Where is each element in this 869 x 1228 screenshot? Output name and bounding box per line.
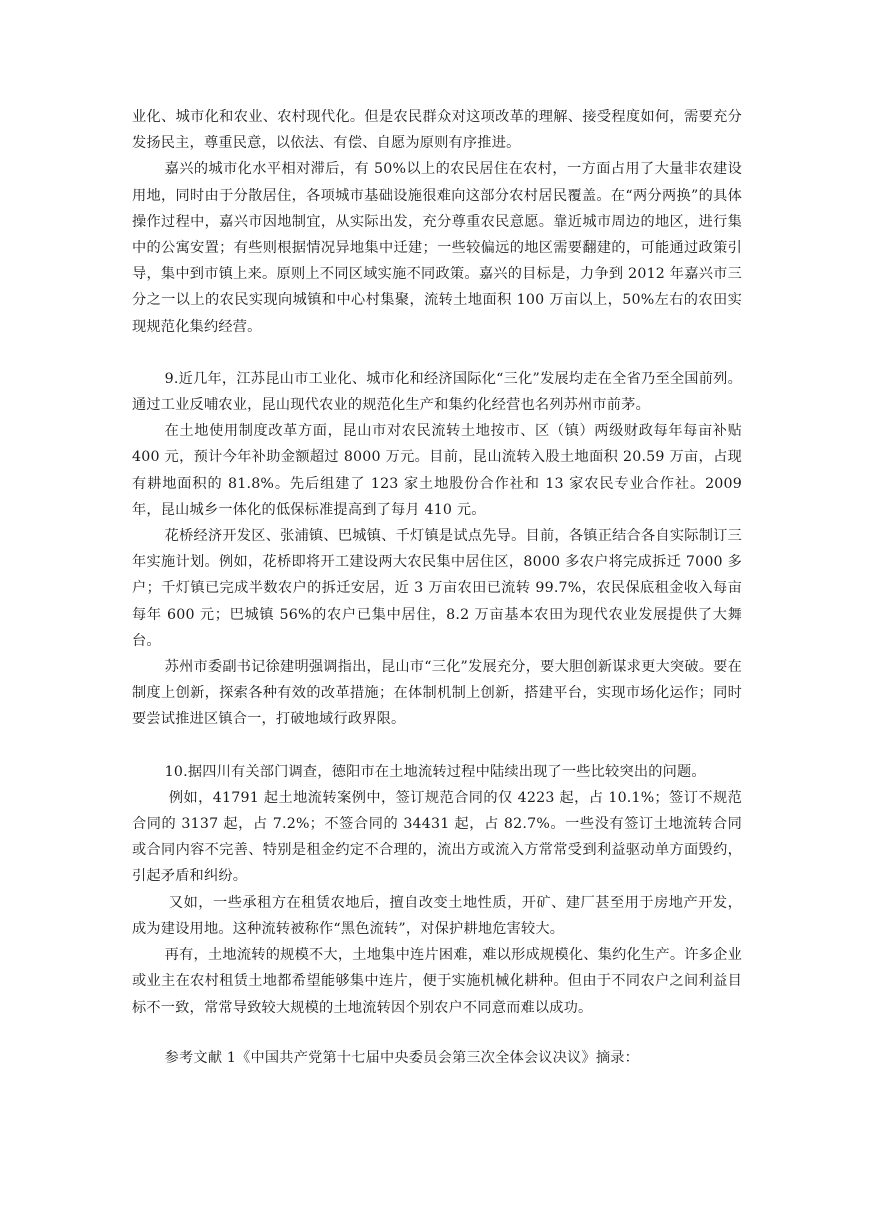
paragraph-jiaxing: 嘉兴的城市化水平相对滞后，有 50%以上的农民居住在农村，一方面占用了大量非农建设用地，同时由于分散居住，各项城市基础设施很难向这部分农村居民覆盖。在“两分两换”的具体操作过程中，嘉兴市因地制宜，从实际出发，充分尊重农民意愿。靠近城市周边的地区，进行集中的公寓安置；有些则根据情况异地集中迁建；一些较偏远的地区需要翻建的，可能通过政策引导，集中到市镇上来。原则上不同区域实施不同政策。嘉兴的目标是，力争到 2012 年嘉兴市三分之一以上的农民实现向城镇和中心村集聚，流转土地面积 100 万亩以上，50%左右的农田实现规范化集约经营。 [132, 161, 742, 335]
paragraph-suzhou-remarks: 苏州市委副书记徐建明强调指出，昆山市“三化”发展充分，要大胆创新谋求更大突破。要在制度上创新，探索各种有效的改革措施；在体制机制上创新，搭建平台，实现市场化运作；同时要尝试推进区镇合一，打破地域行政界限。 [132, 659, 742, 728]
paragraph-scale-issue: 再有，土地流转的规模不大，土地集中连片困难，难以形成规模化、集约化生产。许多企业或业主在农村租赁土地都希望能够集中连片，便于实施机械化耕种。但由于不同农户之间利益目标不一致，常常导致较大规模的土地流转因个别农户不同意而难以成功。 [132, 947, 742, 1016]
paragraph-item-10: 10.据四川有关部门调查，德阳市在土地流转过程中陆续出现了一些比较突出的问题。 [164, 763, 706, 780]
paragraph-reference: 参考文献 1《中国共产党第十七届中央委员会第三次全体会议决议》摘录： [164, 1049, 639, 1066]
paragraph-black-transfer: 又如，一些承租方在租赁农地后，擅自改变土地性质，开矿、建厂甚至用于房地产开发，成为建设用地。这种流转被称作“黑色流转”，对保护耕地危害较大。 [132, 894, 742, 937]
paragraph-kunshan-land-reform: 在土地使用制度改革方面，昆山市对农民流转土地按市、区（镇）两级财政每年每亩补贴 400 元，预计今年补助金额超过 8000 万元。目前，昆山流转入股土地面积 20.59 万亩，占现有耕地面积的 81.8%。先后组建了 123 家土地股份合作社和 13 家农民专业合作社。2009 年，昆山城乡一体化的低保标准提高到了每月 410 元。 [132, 423, 742, 518]
section-spacer [132, 733, 742, 759]
paragraph-item-9: 9.近几年，江苏昆山市工业化、城市化和经济国际化“三化”发展均走在全省乃至全国前列。通过工业反哺农业，昆山现代农业的规范化生产和集约化经营也名列苏州市前茅。 [132, 370, 742, 414]
paragraph-pilot-towns: 花桥经济开发区、张浦镇、巴城镇、千灯镇是试点先导。目前，各镇正结合各自实际制订三年实施计划。例如，花桥即将开工建设两大农民集中居住区，8000 多农户将完成拆迁 7000 多户；千灯镇已完成半数农户的拆迁安居，近 3 万亩农田已流转 99.7%，农民保底租金收入每亩每年 600 元；巴城镇 56%的农户已集中居住，8.2 万亩基本农田为现代农业发展提供了大舞台。 [132, 528, 742, 649]
section-spacer [132, 1021, 742, 1045]
section-spacer [132, 340, 742, 366]
document-body [132, 104, 742, 1071]
paragraph-continuation: 业化、城市化和农业、农村现代化。但是农民群众对这项改革的理解、接受程度如何，需要充分发扬民主，尊重民意，以依法、有偿、自愿为原则有序推进。 [132, 109, 742, 152]
paragraph-contract-stats: 例如，41791 起土地流转案例中，签订规范合同的仅 4223 起，占 10.1%；签订不规范合同的 3137 起，占 7.2%；不签合同的 34431 起，占 82.7%。一些没有签订土地流转合同或合同内容不完善、特别是租金约定不合理的，流出方或流入方常常受到利益驱动单方面毁约，引起矛盾和纠纷。 [132, 789, 742, 885]
